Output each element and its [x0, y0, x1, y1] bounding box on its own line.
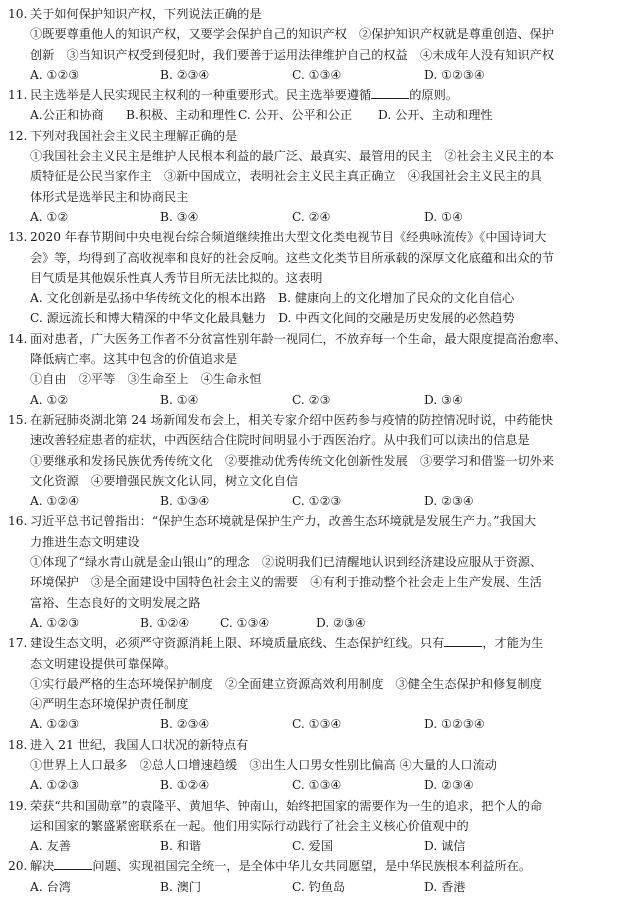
question-text-line: ①要继承和发扬民族优秀传统文化 ②要推动优秀传统文化创新性发展 ③要学习和借鉴一切外来	[30, 453, 555, 468]
answer-option[interactable]: D. ②③④	[424, 494, 474, 509]
question-text-line: 运和国家的繁盛紧密联系在一起。他们用实际行动践行了社会主义核心价值观中的	[30, 818, 469, 833]
answer-options	[30, 491, 619, 511]
answer-option[interactable]: A.公正和协商	[30, 108, 104, 123]
answer-option[interactable]: C. ②④	[292, 209, 331, 224]
question-number: 16.	[8, 514, 28, 529]
answer-option[interactable]: A. ①②	[30, 209, 69, 224]
question-text-line: ①既要尊重他人的知识产权，又要学会保护自己的知识产权 ②保护知识产权就是尊重创造、保护	[30, 27, 555, 42]
question-text-line: ①体现了“绿水青山就是金山银山”的理念 ②说明我们已清醒地认识到经济建设应服从于资源、	[30, 555, 543, 570]
question-14	[8, 329, 619, 410]
answer-option[interactable]: C. ①③④	[292, 717, 342, 732]
answer-option[interactable]: A. ①②④	[30, 494, 80, 509]
answer-option[interactable]: C. 钓鱼岛	[292, 879, 346, 894]
fill-in-blank	[444, 634, 482, 647]
question-number: 13.	[8, 230, 28, 245]
question-text-line: A. 文化创新是弘扬中华传统文化的根本出路 B. 健康向上的文化增加了民众的文化自信心	[30, 291, 515, 306]
question-10	[8, 4, 619, 85]
question-12	[8, 126, 619, 227]
question-text-line: 质特征是公民当家作主 ③新中国成立，表明社会主义民主真正确立 ④我国社会主义民主的具	[30, 169, 542, 184]
question-text-line: ①世界上人口最多 ②总人口增速趋缓 ③出生人口男女性别比偏高 ④大量的人口流动	[30, 757, 497, 772]
question-number: 18.	[8, 737, 28, 752]
question-number: 15.	[8, 412, 28, 427]
text-segment: 解决	[30, 859, 55, 874]
question-text-line	[30, 85, 619, 105]
question-text-line: 降低病亡率。这其中包含的价值追求是	[30, 352, 238, 367]
answer-options	[30, 836, 619, 856]
question-number: 10.	[8, 7, 28, 21]
answer-option[interactable]: B. ②③④	[160, 67, 210, 82]
answer-option[interactable]: B.积极、主动和理性	[126, 108, 237, 123]
question-number: 14.	[8, 331, 28, 346]
fill-in-blank	[54, 857, 92, 870]
question-number: 20.	[8, 859, 28, 874]
answer-option[interactable]: D. ①②③④	[424, 717, 485, 732]
answer-options	[30, 775, 619, 795]
question-text-line: 关于如何保护知识产权，下列说法正确的是	[30, 7, 262, 21]
answer-option[interactable]: B. ①④	[160, 392, 199, 407]
answer-options	[30, 877, 619, 897]
question-text-line: 下列对我国社会主义民主理解正确的是	[30, 128, 238, 143]
answer-option[interactable]: C. ②③	[292, 392, 331, 407]
answer-option[interactable]: B. 和谐	[160, 839, 202, 854]
question-13	[8, 227, 619, 328]
text-segment: ，才能为生	[482, 636, 544, 651]
answer-option[interactable]: A. ①②	[30, 392, 69, 407]
answer-option[interactable]: C. ①②③	[292, 494, 342, 509]
answer-option[interactable]: A. ①②③	[30, 67, 80, 82]
question-17	[8, 633, 619, 734]
question-text-line: 面对患者，广大医务工作者不分贫富性别年龄一视同仁，不放弃每一个生命，最大限度提高治愈率、	[30, 331, 567, 346]
answer-option[interactable]: C. 爱国	[292, 839, 334, 854]
question-text-line: 态文明建设提供可靠保障。	[30, 656, 177, 671]
answer-option[interactable]: B. 澳门	[160, 879, 202, 894]
question-16	[8, 511, 619, 633]
text-segment: 民主选举是人民实现民主权利的一种重要形式。民主选举要遵循	[30, 88, 372, 103]
question-number: 11.	[8, 88, 28, 103]
question-text-line: 体形式是选举民主和协商民主	[30, 189, 189, 204]
question-text-line: 创新 ③当知识产权受到侵犯时，我们要善于运用法律维护自己的权益 ④未成年人没有知识产权	[30, 47, 555, 62]
answer-option[interactable]: C. 公开、公平和公正	[238, 108, 353, 123]
question-text-line	[30, 633, 619, 653]
answer-option[interactable]: C. ①③④	[292, 67, 342, 82]
text-segment: 建设生态文明，必须严守资源消耗上限、环境质量底线、生态保护红线。只有	[30, 636, 445, 651]
question-text-line: 文化资源 ④要增强民族文化认同，树立文化自信	[30, 473, 299, 488]
answer-option[interactable]: B. ②③④	[160, 717, 210, 732]
question-text-line: 荣获“共和国勋章”的袁隆平、黄旭华、钟南山，始终把国家的需要作为一生的追求，把个人的命	[30, 798, 543, 813]
question-11	[8, 85, 619, 126]
question-text-line: 进入 21 世纪，我国人口状况的新特点有	[30, 737, 249, 752]
answer-option[interactable]: B. ①②④	[140, 615, 190, 630]
question-18	[8, 735, 619, 796]
question-text-line: 习近平总书记曾指出：“保护生态环境就是保护生产力，改善生态环境就是发展生产力。”我国大	[30, 514, 537, 529]
answer-options	[30, 105, 619, 125]
question-text-line: 环境保护 ③是全面建设中国特色社会主义的需要 ④有利于推动整个社会走上生产发展、生活	[30, 575, 542, 590]
question-text-line: 2020 年春节期间中央电视台综合频道继续推出大型文化类电视节目《经典咏流传》《中国诗词大	[30, 230, 547, 245]
question-text-line	[30, 856, 619, 876]
question-19	[8, 796, 619, 857]
answer-option[interactable]: A. ①②③	[30, 717, 80, 732]
answer-option[interactable]: C. ①③④	[292, 778, 342, 793]
question-text-line: C. 源远流长和博大精深的中华文化最具魅力 D. 中西文化间的交融是历史发展的必然趋势	[30, 311, 515, 326]
answer-option[interactable]: D. 公开、主动和理性	[378, 108, 493, 123]
question-number: 12.	[8, 128, 28, 143]
text-segment: 问题、实现祖国完全统一，是全体中华儿女共同愿望，是中华民族根本利益所在。	[92, 859, 532, 874]
question-text-line: ①自由 ②平等 ③生命至上 ④生命永恒	[30, 372, 262, 387]
answer-option[interactable]: D. ①②③④	[424, 67, 485, 82]
answer-options	[30, 613, 619, 633]
answer-option[interactable]: D. 诚信	[424, 839, 466, 854]
answer-option[interactable]: D. ②③④	[316, 615, 366, 630]
question-text-line: 富裕、生态良好的文明发展之路	[30, 595, 201, 610]
answer-option[interactable]: A. ①②③	[30, 778, 80, 793]
answer-option[interactable]: D. ③④	[424, 392, 463, 407]
question-text-line: ①我国社会主义民主是维护人民根本利益的最广泛、最真实、最管用的民主 ②社会主义民主的本	[30, 149, 555, 164]
fill-in-blank	[371, 86, 409, 99]
answer-option[interactable]: D. ①④	[424, 209, 463, 224]
question-text-line: 目气质是其他娱乐性真人秀节目所无法比拟的。这表明	[30, 270, 323, 285]
answer-option[interactable]: A. ①②③	[30, 615, 80, 630]
text-segment: 的原则。	[409, 88, 458, 103]
answer-option[interactable]: C. ①③④	[220, 615, 270, 630]
answer-option[interactable]: B. ①③④	[160, 494, 210, 509]
answer-option[interactable]: A. 台湾	[30, 879, 71, 894]
answer-option[interactable]: A. 友善	[30, 839, 71, 854]
question-text-line: 会》等，均得到了高收视率和良好的社会反响。这些文化类节目所承载的深厚文化底蕴和出众的节	[30, 250, 555, 265]
answer-options	[30, 390, 619, 410]
question-text-line: 速改善轻症患者的症状，中西医结合住院时间明显小于西医治疗。从中我们可以读出的信息是	[30, 433, 530, 448]
question-number: 19.	[8, 798, 28, 813]
question-text-line: 力推进生态文明建设	[30, 534, 140, 549]
answer-options	[30, 65, 619, 85]
answer-option[interactable]: B. ③④	[160, 209, 199, 224]
question-number: 17.	[8, 636, 28, 651]
answer-option[interactable]: D. ②③④	[424, 778, 474, 793]
answer-options	[30, 714, 619, 734]
question-text-line: ④严明生态环境保护责任制度	[30, 697, 189, 712]
answer-option[interactable]: B. ①②④	[160, 778, 210, 793]
question-15	[8, 410, 619, 511]
question-text-line: ①实行最严格的生态环境保护制度 ②全面建立资源高效利用制度 ③健全生态保护和修复制度	[30, 676, 542, 691]
question-20	[8, 856, 619, 897]
answer-options	[30, 207, 619, 227]
answer-option[interactable]: D. 香港	[424, 879, 466, 894]
question-text-line: 在新冠肺炎湖北第 24 场新闻发布会上，相关专家介绍中医药参与疫情的防控情况时说，中药能快	[30, 412, 553, 427]
